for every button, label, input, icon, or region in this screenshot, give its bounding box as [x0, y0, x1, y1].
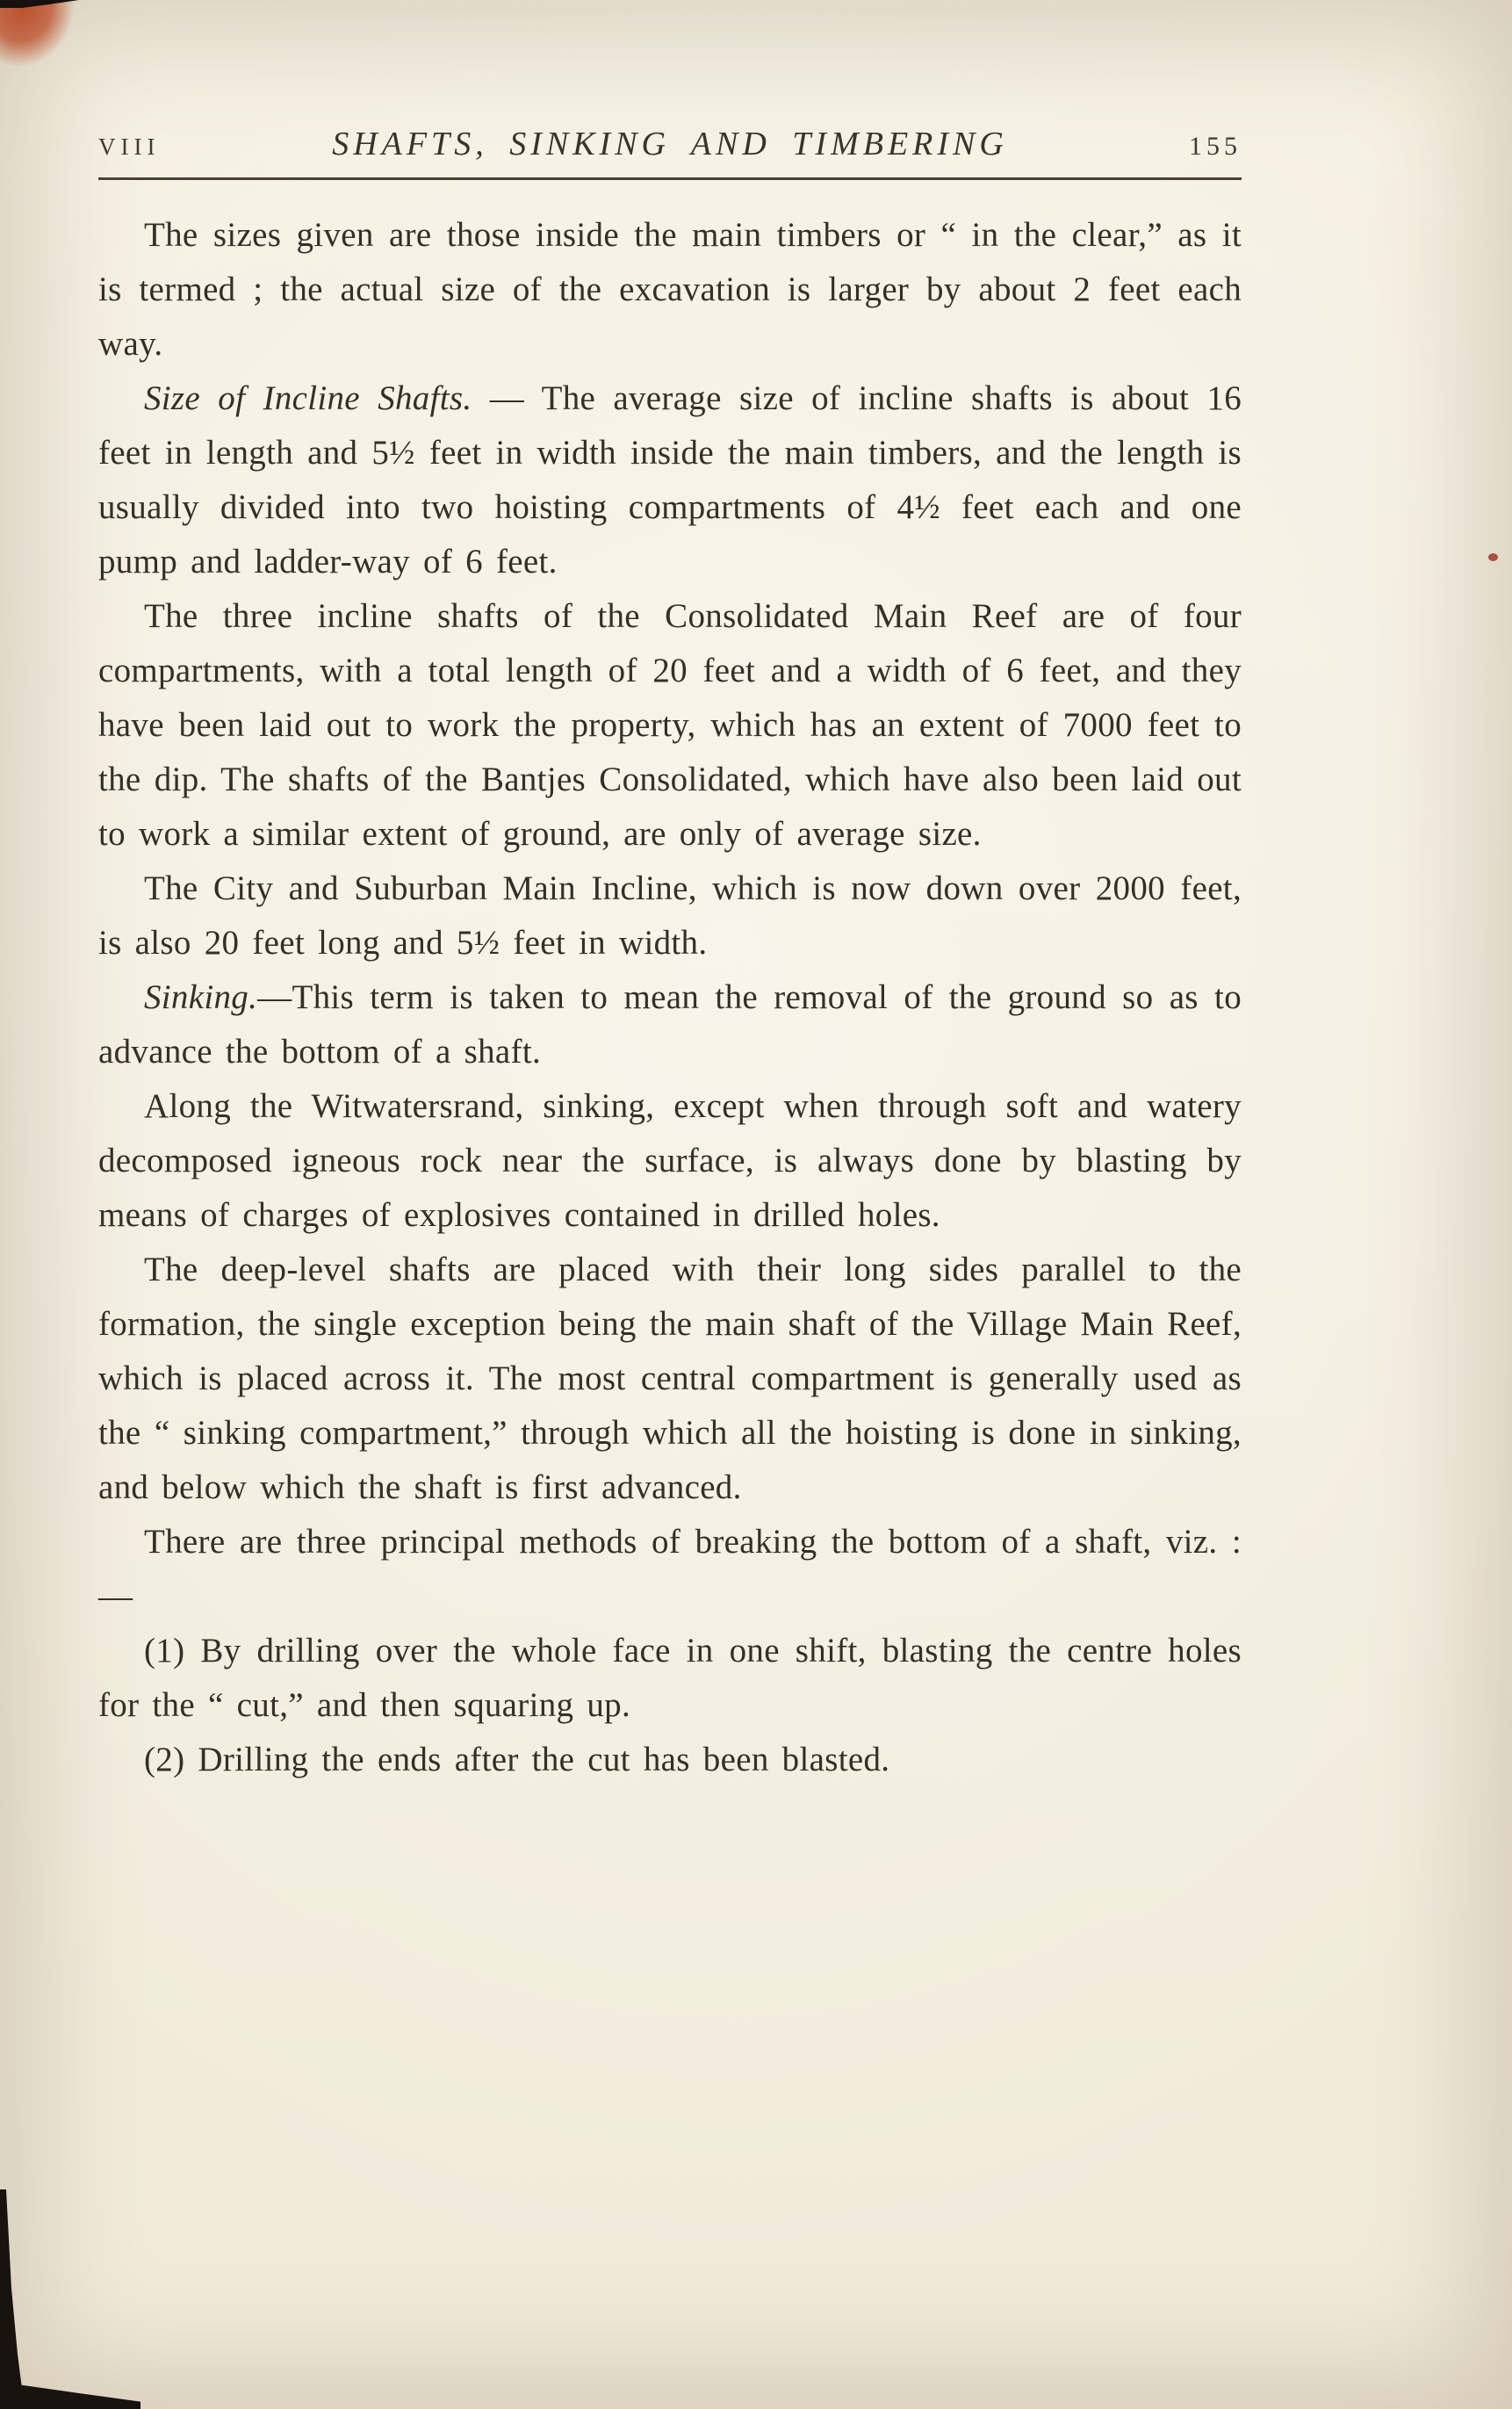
- chapter-numeral: VIII: [98, 133, 161, 160]
- page-content: [98, 125, 1242, 1787]
- paragraph-5-lead: Sinking.: [144, 978, 258, 1016]
- running-head: [98, 125, 1242, 163]
- paragraph-3: [98, 589, 1242, 862]
- page-number: 155: [1189, 132, 1242, 161]
- paragraph-1-text: The sizes given are those inside the main timbers or “ in the clear,” as it is termed ; the actual size of the excavation is larger by about 2 feet each way.: [98, 216, 1242, 363]
- scan-edge-left-bottom: [0, 2189, 25, 2409]
- paragraph-3-text: The three incline shafts of the Consolidated Main Reef are of four compartments, with a total length of 20 feet and a width of 6 feet, and they have been laid out to work the property, which has an extent of 7000 feet to the dip. The shafts of the Bantjes Consolidated, which have also been laid out to work a similar extent of ground, are only of average size.: [98, 597, 1242, 853]
- paragraph-6-text: Along the Witwatersrand, sinking, except when through soft and watery decomposed igneous rock near the surface, is always done by blasting by means of charges of explosives contained in drilled holes.: [98, 1087, 1242, 1234]
- paragraph-2: [98, 371, 1242, 589]
- body-text: [98, 208, 1242, 1787]
- scan-edge-top: [0, 0, 79, 8]
- paragraph-10-text: (2) Drilling the ends after the cut has been blasted.: [144, 1741, 890, 1778]
- ink-speck: [1488, 553, 1498, 561]
- paragraph-7: [98, 1243, 1242, 1515]
- paragraph-2-text: — The average size of incline shafts is about 16 feet in length and 5½ feet in width inside the main timbers, and the length is usually divided into two hoisting compartments of 4½ feet each and one pump and ladder-way of 6 feet.: [98, 379, 1242, 581]
- paragraph-8-text: There are three principal methods of breaking the bottom of a shaft, viz. :—: [98, 1523, 1242, 1615]
- paragraph-9-text: (1) By drilling over the whole face in one shift, blasting the centre holes for the “ cut,” and then squaring up.: [98, 1632, 1242, 1724]
- running-title: SHAFTS, SINKING AND TIMBERING: [332, 126, 1008, 162]
- paragraph-5: [98, 970, 1242, 1079]
- paragraph-9: [98, 1624, 1242, 1733]
- paragraph-7-text: The deep-level shafts are placed with their long sides parallel to the formation, the single exception being the main shaft of the Village Main Reef, which is placed across it. The most central compartment is generally used as the “ sinking compartment,” through which all the hoisting is done in sinking, and below which the shaft is first advanced.: [98, 1251, 1242, 1506]
- paragraph-4: [98, 862, 1242, 970]
- paragraph-1: [98, 208, 1242, 371]
- paragraph-10: [98, 1733, 1242, 1787]
- header-rule: [98, 177, 1242, 180]
- scan-edge-bottom-left: [0, 2376, 140, 2409]
- scan-stain-top-left: [0, 0, 80, 79]
- paragraph-8: [98, 1515, 1242, 1624]
- paragraph-4-text: The City and Suburban Main Incline, which is now down over 2000 feet, is also 20 feet long and 5½ feet in width.: [98, 869, 1242, 962]
- paragraph-2-lead: Size of Incline Shafts.: [144, 379, 472, 417]
- paragraph-6: [98, 1079, 1242, 1243]
- paragraph-5-text: —This term is taken to mean the removal of the ground so as to advance the bottom of a shaft.: [98, 978, 1242, 1071]
